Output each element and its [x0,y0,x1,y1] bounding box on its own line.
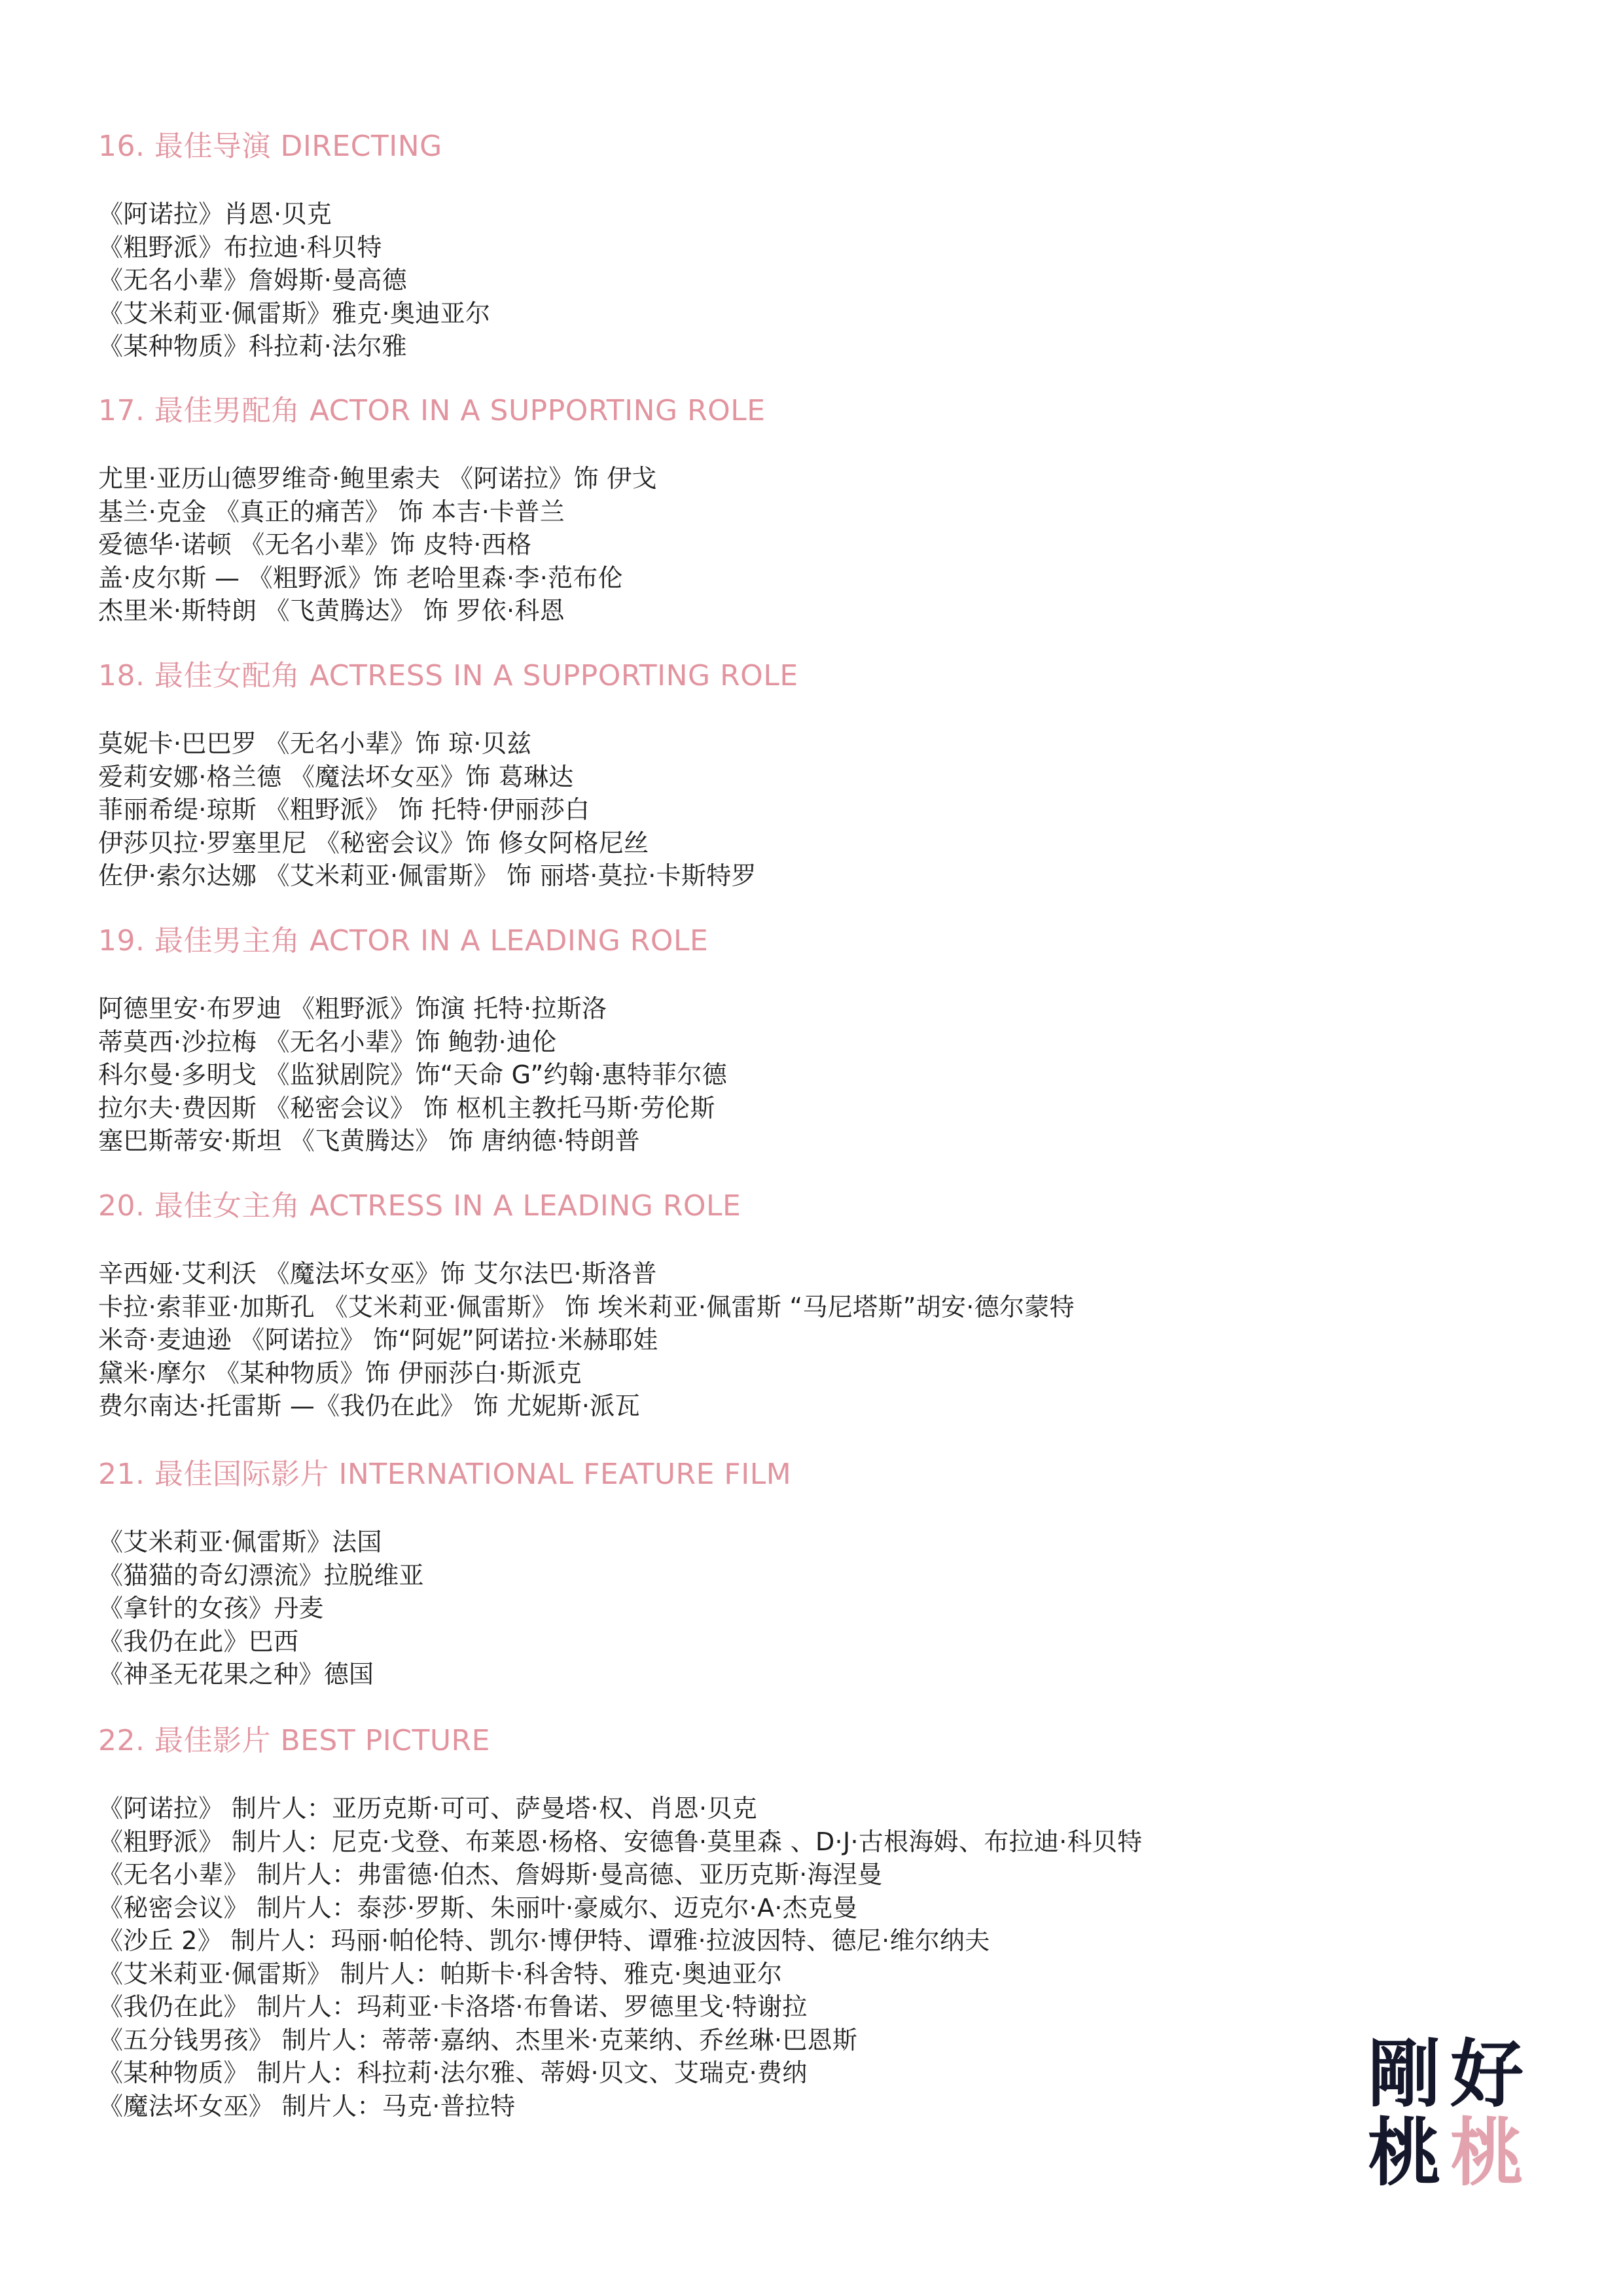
list-item: 菲丽希缇·琼斯 《粗野派》 饰 托特·伊丽莎白 [98,795,590,824]
section-heading: 21. 最佳国际影片 INTERNATIONAL FEATURE FILM [98,1458,792,1491]
list-item: 盖·皮尔斯 — 《粗野派》饰 老哈里森·李·范布伦 [98,563,623,592]
section-heading: 17. 最佳男配角 ACTOR IN A SUPPORTING ROLE [98,394,766,427]
list-item: 《艾米莉亚·佩雷斯》雅克·奥迪亚尔 [98,298,491,328]
list-item: 《无名小辈》詹姆斯·曼高德 [98,266,407,295]
section-heading: 19. 最佳男主角 ACTOR IN A LEADING ROLE [98,924,709,958]
section-heading: 18. 最佳女配角 ACTRESS IN A SUPPORTING ROLE [98,659,798,692]
list-item: 伊莎贝拉·罗塞里尼 《秘密会议》饰 修女阿格尼丝 [98,828,649,857]
list-item: 《粗野派》布拉迪·科贝特 [98,232,382,262]
list-item: 《沙丘 2》 制片人：玛丽·帕伦特、凯尔·博伊特、谭雅·拉波因特、德尼·维尔纳夫 [98,1926,990,1955]
list-item: 基兰·克金 《真正的痛苦》 饰 本吉·卡普兰 [98,497,565,526]
list-item: 莫妮卡·巴巴罗 《无名小辈》饰 琼·贝兹 [98,729,532,758]
nominee-list [98,1526,1407,1691]
nominee-list [98,992,1407,1158]
list-item: 塞巴斯蒂安·斯坦 《飞黄腾达》 饰 唐纳德·特朗普 [98,1126,640,1155]
list-item: 拉尔夫·费因斯 《秘密会议》 饰 枢机主教托马斯·劳伦斯 [98,1093,715,1122]
list-item: 《五分钱男孩》 制片人：蒂蒂·嘉纳、杰里米·克莱纳、乔丝琳·巴恩斯 [98,2025,858,2054]
list-item: 辛西娅·艾利沃 《魔法坏女巫》饰 艾尔法巴·斯洛普 [98,1259,657,1288]
nominee-list [98,1257,1407,1423]
nominee-list [98,727,1407,893]
section-heading: 20. 最佳女主角 ACTRESS IN A LEADING ROLE [98,1189,741,1223]
list-item: 《猫猫的奇幻漂流》拉脱维亚 [98,1560,424,1590]
nominee-list [98,1792,1407,2123]
section-heading: 22. 最佳影片 BEST PICTURE [98,1724,490,1757]
list-item: 阿德里安·布罗迪 《粗野派》饰演 托特·拉斯洛 [98,994,607,1023]
brand-logo [1368,2032,1538,2196]
list-item: 尤里·亚历山德罗维奇·鲍里索夫 《阿诺拉》饰 伊戈 [98,464,657,493]
section-directing [98,128,1407,363]
logo-char: 剛 [1368,2032,1441,2117]
section-supporting-actress [98,658,1407,893]
list-item: 佐伊·索尔达娜 《艾米莉亚·佩雷斯》 饰 丽塔·莫拉·卡斯特罗 [98,861,757,890]
nominee-list [98,198,1407,363]
list-item: 《粗野派》 制片人：尼克·戈登、布莱恩·杨格、安德鲁·莫里森 、D·J·古根海姆、布拉迪·科贝特 [98,1827,1143,1856]
list-item: 《神圣无花果之种》德国 [98,1660,374,1689]
section-heading: 16. 最佳导演 DIRECTING [98,130,442,163]
list-item: 费尔南达·托雷斯 —《我仍在此》 饰 尤妮斯·派瓦 [98,1391,640,1420]
list-item: 爱莉安娜·格兰德 《魔法坏女巫》饰 葛琳达 [98,762,574,791]
list-item: 《阿诺拉》 制片人：亚历克斯·可可、萨曼塔·权、肖恩·贝克 [98,1794,758,1823]
list-item: 《某种物质》 制片人：科拉莉·法尔雅、蒂姆·贝文、艾瑞克·费纳 [98,2058,808,2087]
section-leading-actress [98,1188,1407,1423]
list-item: 卡拉·索菲亚·加斯孔 《艾米莉亚·佩雷斯》 饰 埃米莉亚·佩雷斯 “马尼塔斯”胡安·德尔蒙特 [98,1292,1075,1321]
list-item: 《某种物质》科拉莉·法尔雅 [98,332,407,361]
list-item: 《我仍在此》 制片人：玛莉亚·卡洛塔·布鲁诺、罗德里戈·特谢拉 [98,1992,808,2021]
list-item: 《我仍在此》巴西 [98,1626,299,1656]
nominee-list [98,462,1407,628]
list-item: 蒂莫西·沙拉梅 《无名小辈》饰 鲍勃·迪伦 [98,1027,557,1056]
list-item: 《秘密会议》 制片人：泰莎·罗斯、朱丽叶·豪威尔、迈克尔·A·杰克曼 [98,1893,858,1922]
list-item: 黛米·摩尔 《某种物质》饰 伊丽莎白·斯派克 [98,1358,582,1388]
section-international-feature [98,1456,1407,1691]
logo-char: 桃 [1450,2110,1524,2196]
list-item: 爱德华·诺顿 《无名小辈》饰 皮特·西格 [98,530,532,559]
list-item: 《无名小辈》 制片人：弗雷德·伯杰、詹姆斯·曼高德、亚历克斯·海涅曼 [98,1860,883,1889]
section-best-picture [98,1723,1407,2123]
list-item: 《阿诺拉》肖恩·贝克 [98,200,332,228]
list-item: 《艾米莉亚·佩雷斯》 制片人：帕斯卡·科舍特、雅克·奥迪亚尔 [98,1959,783,1988]
logo-char: 桃 [1368,2110,1441,2196]
list-item: 米奇·麦迪逊 《阿诺拉》 饰“阿妮”阿诺拉·米赫耶娃 [98,1325,658,1354]
list-item: 《魔法坏女巫》 制片人：马克·普拉特 [98,2091,516,2121]
section-supporting-actor [98,393,1407,628]
list-item: 《拿针的女孩》丹麦 [98,1594,324,1623]
list-item: 杰里米·斯特朗 《飞黄腾达》 饰 罗依·科恩 [98,596,565,625]
list-item: 科尔曼·多明戈 《监狱剧院》饰“天命 G”约翰·惠特菲尔德 [98,1060,728,1089]
section-leading-actor [98,923,1407,1158]
list-item: 《艾米莉亚·佩雷斯》法国 [98,1528,382,1556]
logo-char: 好 [1450,2032,1524,2117]
